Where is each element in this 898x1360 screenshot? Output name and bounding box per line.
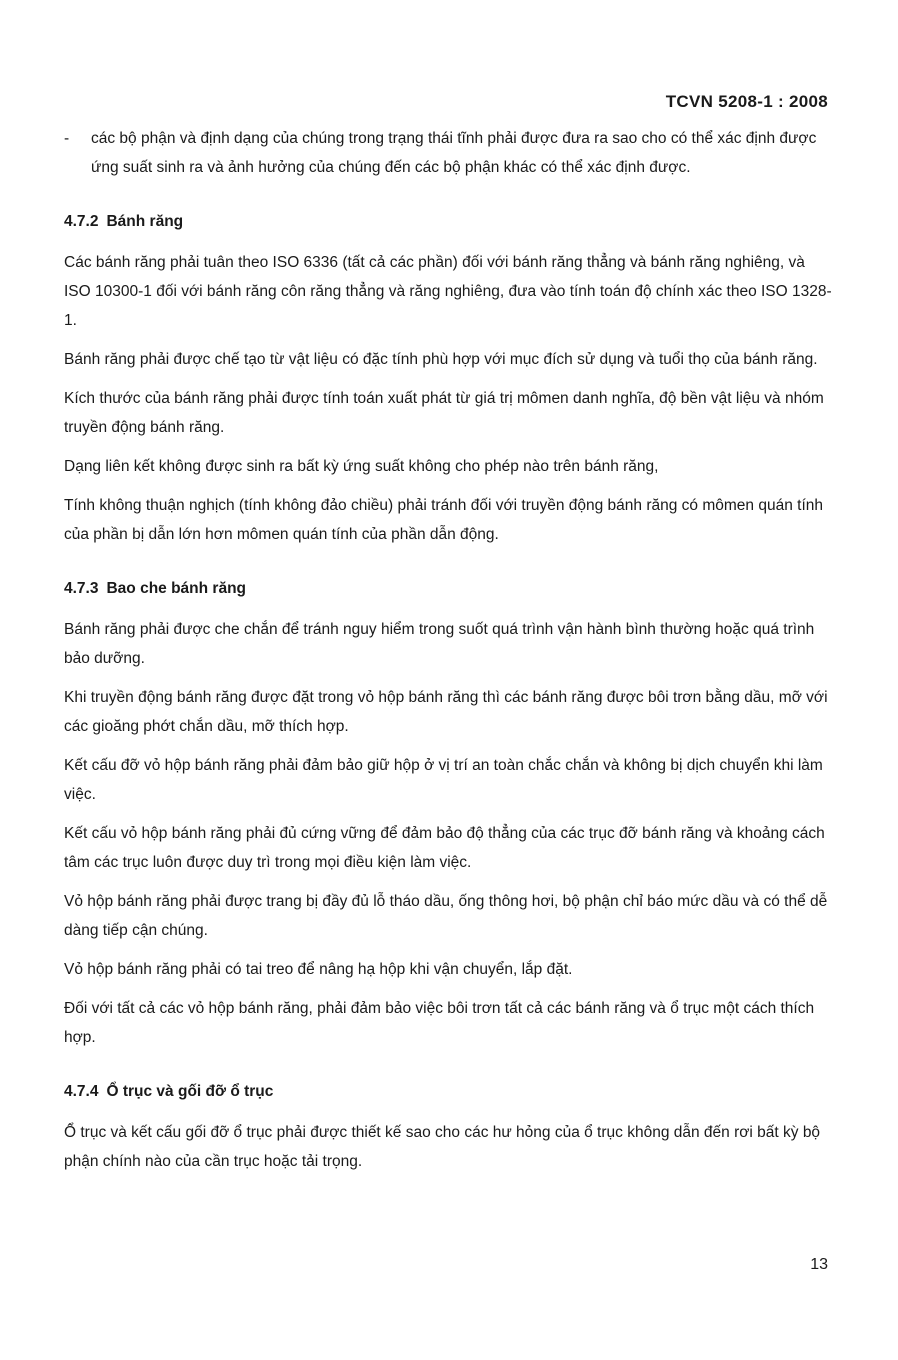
paragraph: Kết cấu vỏ hộp bánh răng phải đủ cứng vững để đảm bảo độ thẳng của các trục đỡ bánh răng và khoảng cách tâm các trục luôn được duy trì trong mọi điều kiện làm việc. [64,825,825,871]
bullet-item [64,124,832,182]
section-title: Ổ trục và gối đỡ ổ trục [106,1083,274,1100]
section-title: Bao che bánh răng [106,580,247,597]
section-number: 4.7.4 [64,1083,99,1100]
paragraph: Tính không thuận nghịch (tính không đảo chiều) phải tránh đối với truyền động bánh răng có mômen quán tính của phần bị dẫn lớn hơn mômen quán tính của phần dẫn động. [64,497,823,543]
page-number: 13 [810,1256,828,1273]
bullet-mark: - [64,130,70,147]
paragraph: Ổ trục và kết cấu gối đỡ ổ trục phải được thiết kế sao cho các hư hỏng của ổ trục không dẫn đến rơi bất kỳ bộ phận chính nào của cần trục hoặc tải trọng. [64,1124,821,1170]
paragraph: Khi truyền động bánh răng được đặt trong vỏ hộp bánh răng thì các bánh răng được bôi trơn bằng dầu, mỡ với các gioăng phớt chắn dầu, mỡ thích hợp. [64,689,828,735]
bullet-text: các bộ phận và định dạng của chúng trong trạng thái tĩnh phải được đưa ra sao cho có thể xác định được ứng suất sinh ra và ảnh hưởng của chúng đến các bộ phận khác có thể xác định được. [91,130,817,176]
paragraph: Bánh răng phải được che chắn để tránh nguy hiểm trong suốt quá trình vận hành bình thường hoặc quá trình bảo dưỡng. [64,621,815,667]
paragraph: Dạng liên kết không được sinh ra bất kỳ ứng suất không cho phép nào trên bánh răng, [64,458,659,475]
paragraph: Đối với tất cả các vỏ hộp bánh răng, phải đảm bảo việc bôi trơn tất cả các bánh răng và ổ trục một cách thích hợp. [64,1000,815,1046]
document-code: TCVN 5208-1 : 2008 [665,92,828,111]
section-heading-4-7-4 [64,1077,832,1106]
paragraph: Các bánh răng phải tuân theo ISO 6336 (tất cả các phần) đối với bánh răng thẳng và bánh răng nghiêng, và ISO 10300-1 đối với bánh răng côn răng thẳng và răng nghiêng, đưa vào tính toán độ chính xác theo ISO 1328-1. [64,254,832,329]
section-title: Bánh răng [106,213,184,230]
section-number: 4.7.2 [64,213,99,230]
paragraph: Kết cấu đỡ vỏ hộp bánh răng phải đảm bảo giữ hộp ở vị trí an toàn chắc chắn và không bị dịch chuyển khi làm việc. [64,757,823,803]
paragraph: Vỏ hộp bánh răng phải có tai treo để nâng hạ hộp khi vận chuyển, lắp đặt. [64,961,573,978]
section-number: 4.7.3 [64,580,99,597]
paragraph: Vỏ hộp bánh răng phải được trang bị đầy đủ lỗ tháo dầu, ống thông hơi, bộ phận chỉ báo mức dầu và có thể dễ dàng tiếp cận chúng. [64,893,828,939]
section-heading-4-7-3 [64,574,832,603]
page-content [64,124,832,1176]
paragraph: Bánh răng phải được chế tạo từ vật liệu có đặc tính phù hợp với mục đích sử dụng và tuổi thọ của bánh răng. [64,351,818,368]
section-heading-4-7-2 [64,207,832,236]
paragraph: Kích thước của bánh răng phải được tính toán xuất phát từ giá trị mômen danh nghĩa, độ bền vật liệu và nhóm truyền động bánh răng. [64,390,824,436]
